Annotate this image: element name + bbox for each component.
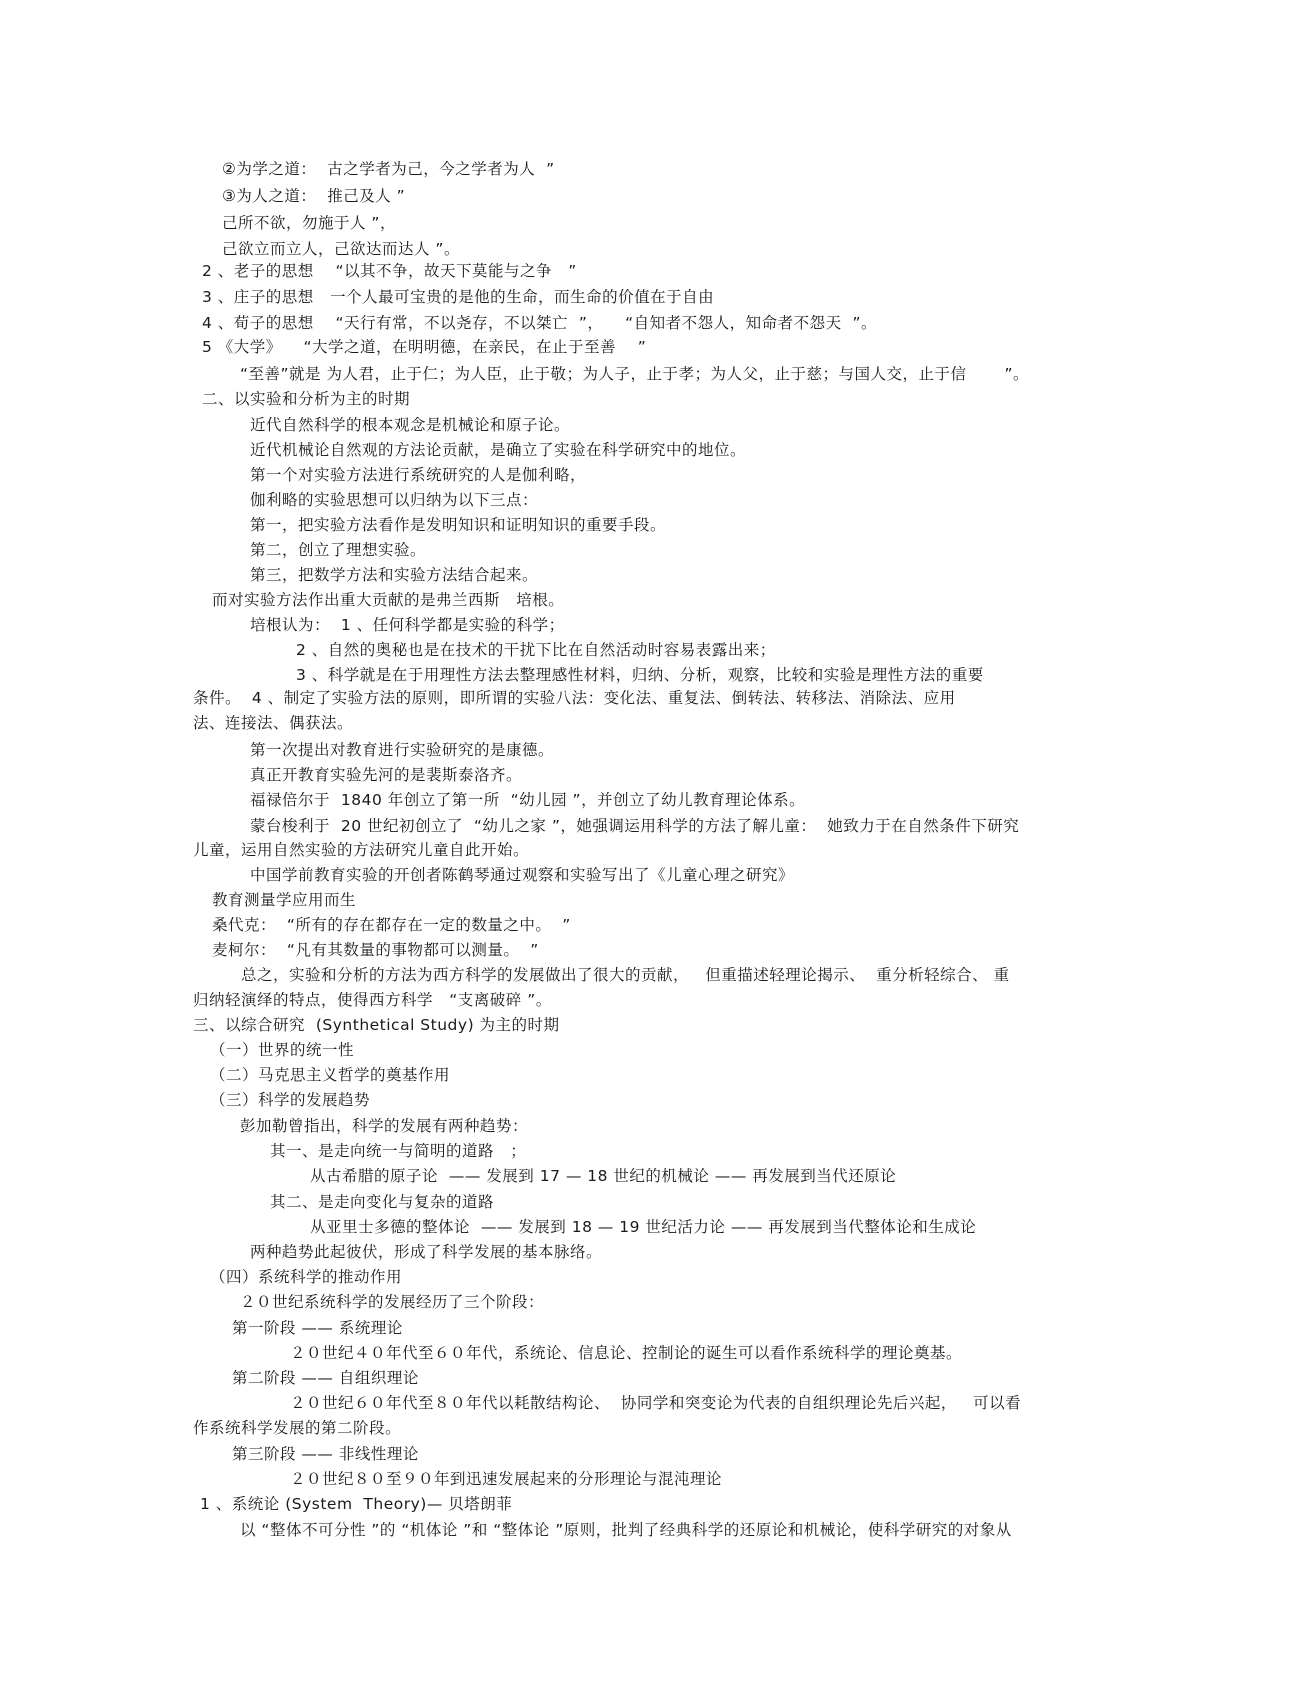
text-line: 条件。 4 、制定了实验方法的原则，即所谓的实验八法：变化法、重复法、倒转法、转移法、消除法、应用 [193,689,956,707]
text-line: 伽利略的实验思想可以归纳为以下三点： [250,491,539,509]
subsection-heading: （四）系统科学的推动作用 [210,1268,403,1286]
text-line: 3 、庄子的思想 一个人最可宝贵的是他的生命，而生命的价值在于自由 [202,288,715,306]
text-line: 近代自然科学的根本观念是机械论和原子论。 [250,416,571,434]
text-line: 第二阶段 —— 自组织理论 [232,1369,419,1387]
section-heading: 三、以综合研究 (Synthetical Study) 为主的时期 [193,1016,560,1034]
subsection-heading: （二）马克思主义哲学的奠基作用 [210,1066,451,1084]
text-line: 法、连接法、偶获法。 [193,714,354,732]
text-line: 第一阶段 —— 系统理论 [232,1319,403,1337]
text-line: ２０世纪系统科学的发展经历了三个阶段： [240,1293,545,1311]
subsection-heading: （三）科学的发展趋势 [210,1091,371,1109]
text-line: 近代机械论自然观的方法论贡献，是确立了实验在科学研究中的地位。 [250,441,747,459]
text-line: 总之，实验和分析的方法为西方科学的发展做出了很大的贡献， 但重描述轻理论揭示、 重分析轻综合、 重 [241,966,1010,984]
text-line: 4 、荀子的思想 “天行有常，不以尧存，不以桀亡 ”， “自知者不怨人，知命者不怨天 ”。 [202,314,878,332]
section-heading: 二、以实验和分析为主的时期 [202,390,411,408]
text-line: 第一，把实验方法看作是发明知识和证明知识的重要手段。 [250,516,667,534]
text-line: 作系统科学发展的第二阶段。 [193,1419,402,1437]
text-line: 桑代克： “所有的存在都存在一定的数量之中。 ” [212,916,571,934]
text-line: 福禄倍尔于 1840 年创立了第一所 “幼儿园 ”，并创立了幼儿教育理论体系。 [250,791,806,809]
text-line: ③为人之道： 推己及人 ” [222,187,406,205]
text-line: ２０世纪４０年代至６０年代，系统论、信息论、控制论的诞生可以看作系统科学的理论奠基。 [290,1344,963,1362]
text-line: 第一次提出对教育进行实验研究的是康德。 [250,741,555,759]
text-line: 蒙台梭利于 20 世纪初创立了 “幼儿之家 ”，她强调运用科学的方法了解儿童： 她致力于在自然条件下研究 [250,817,1020,835]
text-line: ②为学之道： 古之学者为己，今之学者为人 ” [222,160,555,178]
text-line: 己欲立而立人，己欲达而达人 ”。 [222,240,460,258]
text-line: 真正开教育实验先河的是裴斯泰洛齐。 [250,766,523,784]
text-line: 3 、科学就是在于用理性方法去整理感性材料，归纳、分析，观察，比较和实验是理性方法的重要 [296,666,984,684]
text-line: 培根认为： 1 、任何科学都是实验的科学； [250,616,565,634]
text-line: 教育测量学应用而生 [212,891,357,909]
text-line: 其一、是走向统一与简明的道路 ； [270,1142,527,1160]
text-line: 2 、自然的奥秘也是在技术的干扰下比在自然活动时容易表露出来； [296,641,776,659]
text-line: 第一个对实验方法进行系统研究的人是伽利略， [250,466,587,484]
text-line: 而对实验方法作出重大贡献的是弗兰西斯 培根。 [212,591,565,609]
text-line: 两种趋势此起彼伏，形成了科学发展的基本脉络。 [250,1243,603,1261]
text-line: 其二、是走向变化与复杂的道路 [270,1193,495,1211]
text-line: 5 《大学》 “大学之道，在明明德，在亲民，在止于至善 ” [202,338,647,356]
text-line: 第二，创立了理想实验。 [250,541,427,559]
subsection-heading: （一）世界的统一性 [210,1041,355,1059]
text-line: 麦柯尔： “凡有其数量的事物都可以测量。 ” [212,941,539,959]
text-line: ２０世纪８０至９０年到迅速发展起来的分形理论与混沌理论 [290,1470,723,1488]
text-line: 2 、老子的思想 “以其不争，故天下莫能与之争 ” [202,262,577,280]
text-line: ２０世纪６０年代至８０年代以耗散结构论、 协同学和突变论为代表的自组织理论先后兴起， 可以看 [290,1394,1022,1412]
text-line: 1 、系统论 (System Theory)— 贝塔朗菲 [200,1495,513,1513]
text-line: 第三，把数学方法和实验方法结合起来。 [250,566,539,584]
text-line: 第三阶段 —— 非线性理论 [232,1445,419,1463]
text-line: 以 “整体不可分性 ”的 “机体论 ”和 “整体论 ”原则，批判了经典科学的还原论和机械论，使科学研究的对象从 [240,1521,1012,1539]
text-line: 归纳轻演绎的特点，使得西方科学 “支离破碎 ”。 [193,991,552,1009]
text-line: 中国学前教育实验的开创者陈鹤琴通过观察和实验写出了《儿童心理之研究》 [250,866,795,884]
text-line: 从古希腊的原子论 —— 发展到 17 — 18 世纪的机械论 —— 再发展到当代还原论 [310,1167,897,1185]
text-line: 儿童，运用自然实验的方法研究儿童自此开始。 [193,841,530,859]
text-line: 彭加勒曾指出，科学的发展有两种趋势： [240,1117,529,1135]
text-line: 己所不欲，勿施于人 ”， [222,214,396,232]
text-line: 从亚里士多德的整体论 —— 发展到 18 — 19 世纪活力论 —— 再发展到当代整体论和生成论 [310,1218,977,1236]
text-line: “至善”就是 为人君，止于仁；为人臣，止于敬；为人子，止于孝；为人父，止于慈；与国人交，止于信 ”。 [240,365,1030,383]
